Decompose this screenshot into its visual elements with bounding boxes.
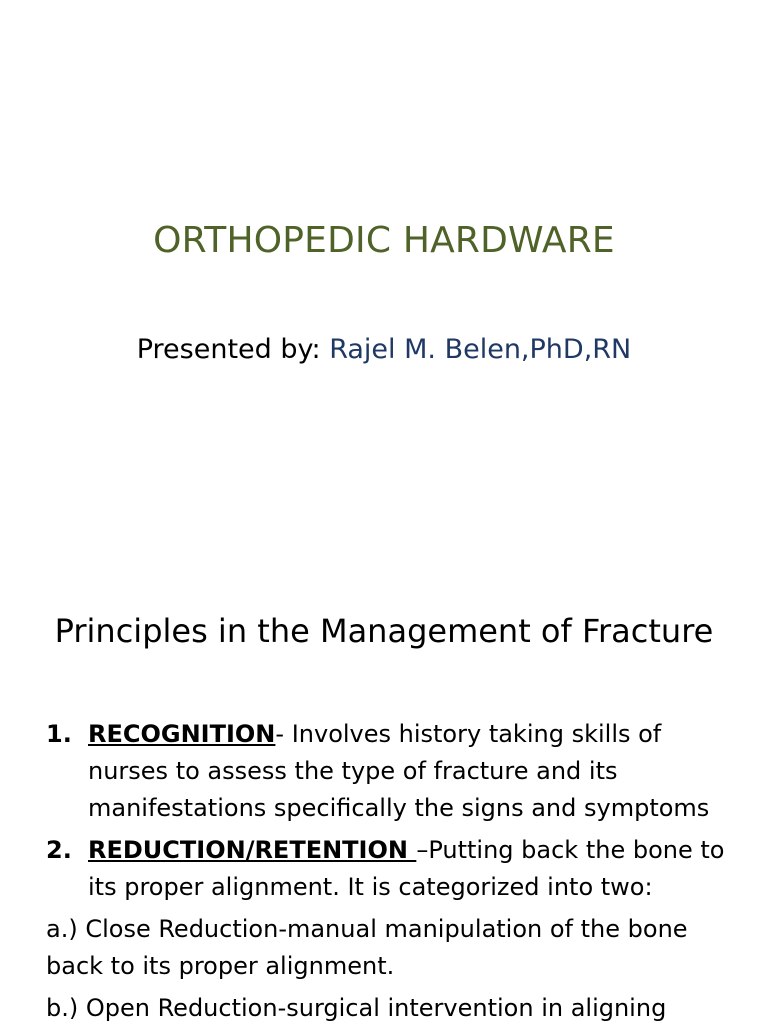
presenter-label: Presented by: [136, 334, 330, 365]
list-term: RECOGNITION [88, 720, 276, 748]
slide-heading: Principles in the Management of Fracture [54, 612, 714, 650]
sub-item-open-reduction: b.) Open Reduction-surgical intervention in aligning [46, 994, 667, 1022]
list-text: - Involves history taking skills of nurses to assess the type of fracture and its manifestations specifically the signs and symptoms [88, 720, 710, 822]
list-text: –Putting back the bone to its proper alignment. It is categorized into two: [88, 836, 725, 901]
sub-item-close-reduction: a.) Close Reduction-manual manipulation of the bone back to its proper alignment. [46, 915, 688, 980]
slide-body [46, 716, 726, 1024]
list-number: 2. [46, 836, 72, 864]
list-number: 1. [46, 720, 72, 748]
presenter-name: Rajel M. Belen,PhD,RN [329, 334, 632, 365]
list-term: REDUCTION/RETENTION [88, 836, 417, 864]
presentation-title: ORTHOPEDIC HARDWARE [153, 220, 615, 261]
content-slide [0, 576, 768, 1024]
list-item-recognition [46, 716, 726, 827]
list-item-reduction [46, 832, 726, 906]
presenter-line [0, 334, 768, 365]
